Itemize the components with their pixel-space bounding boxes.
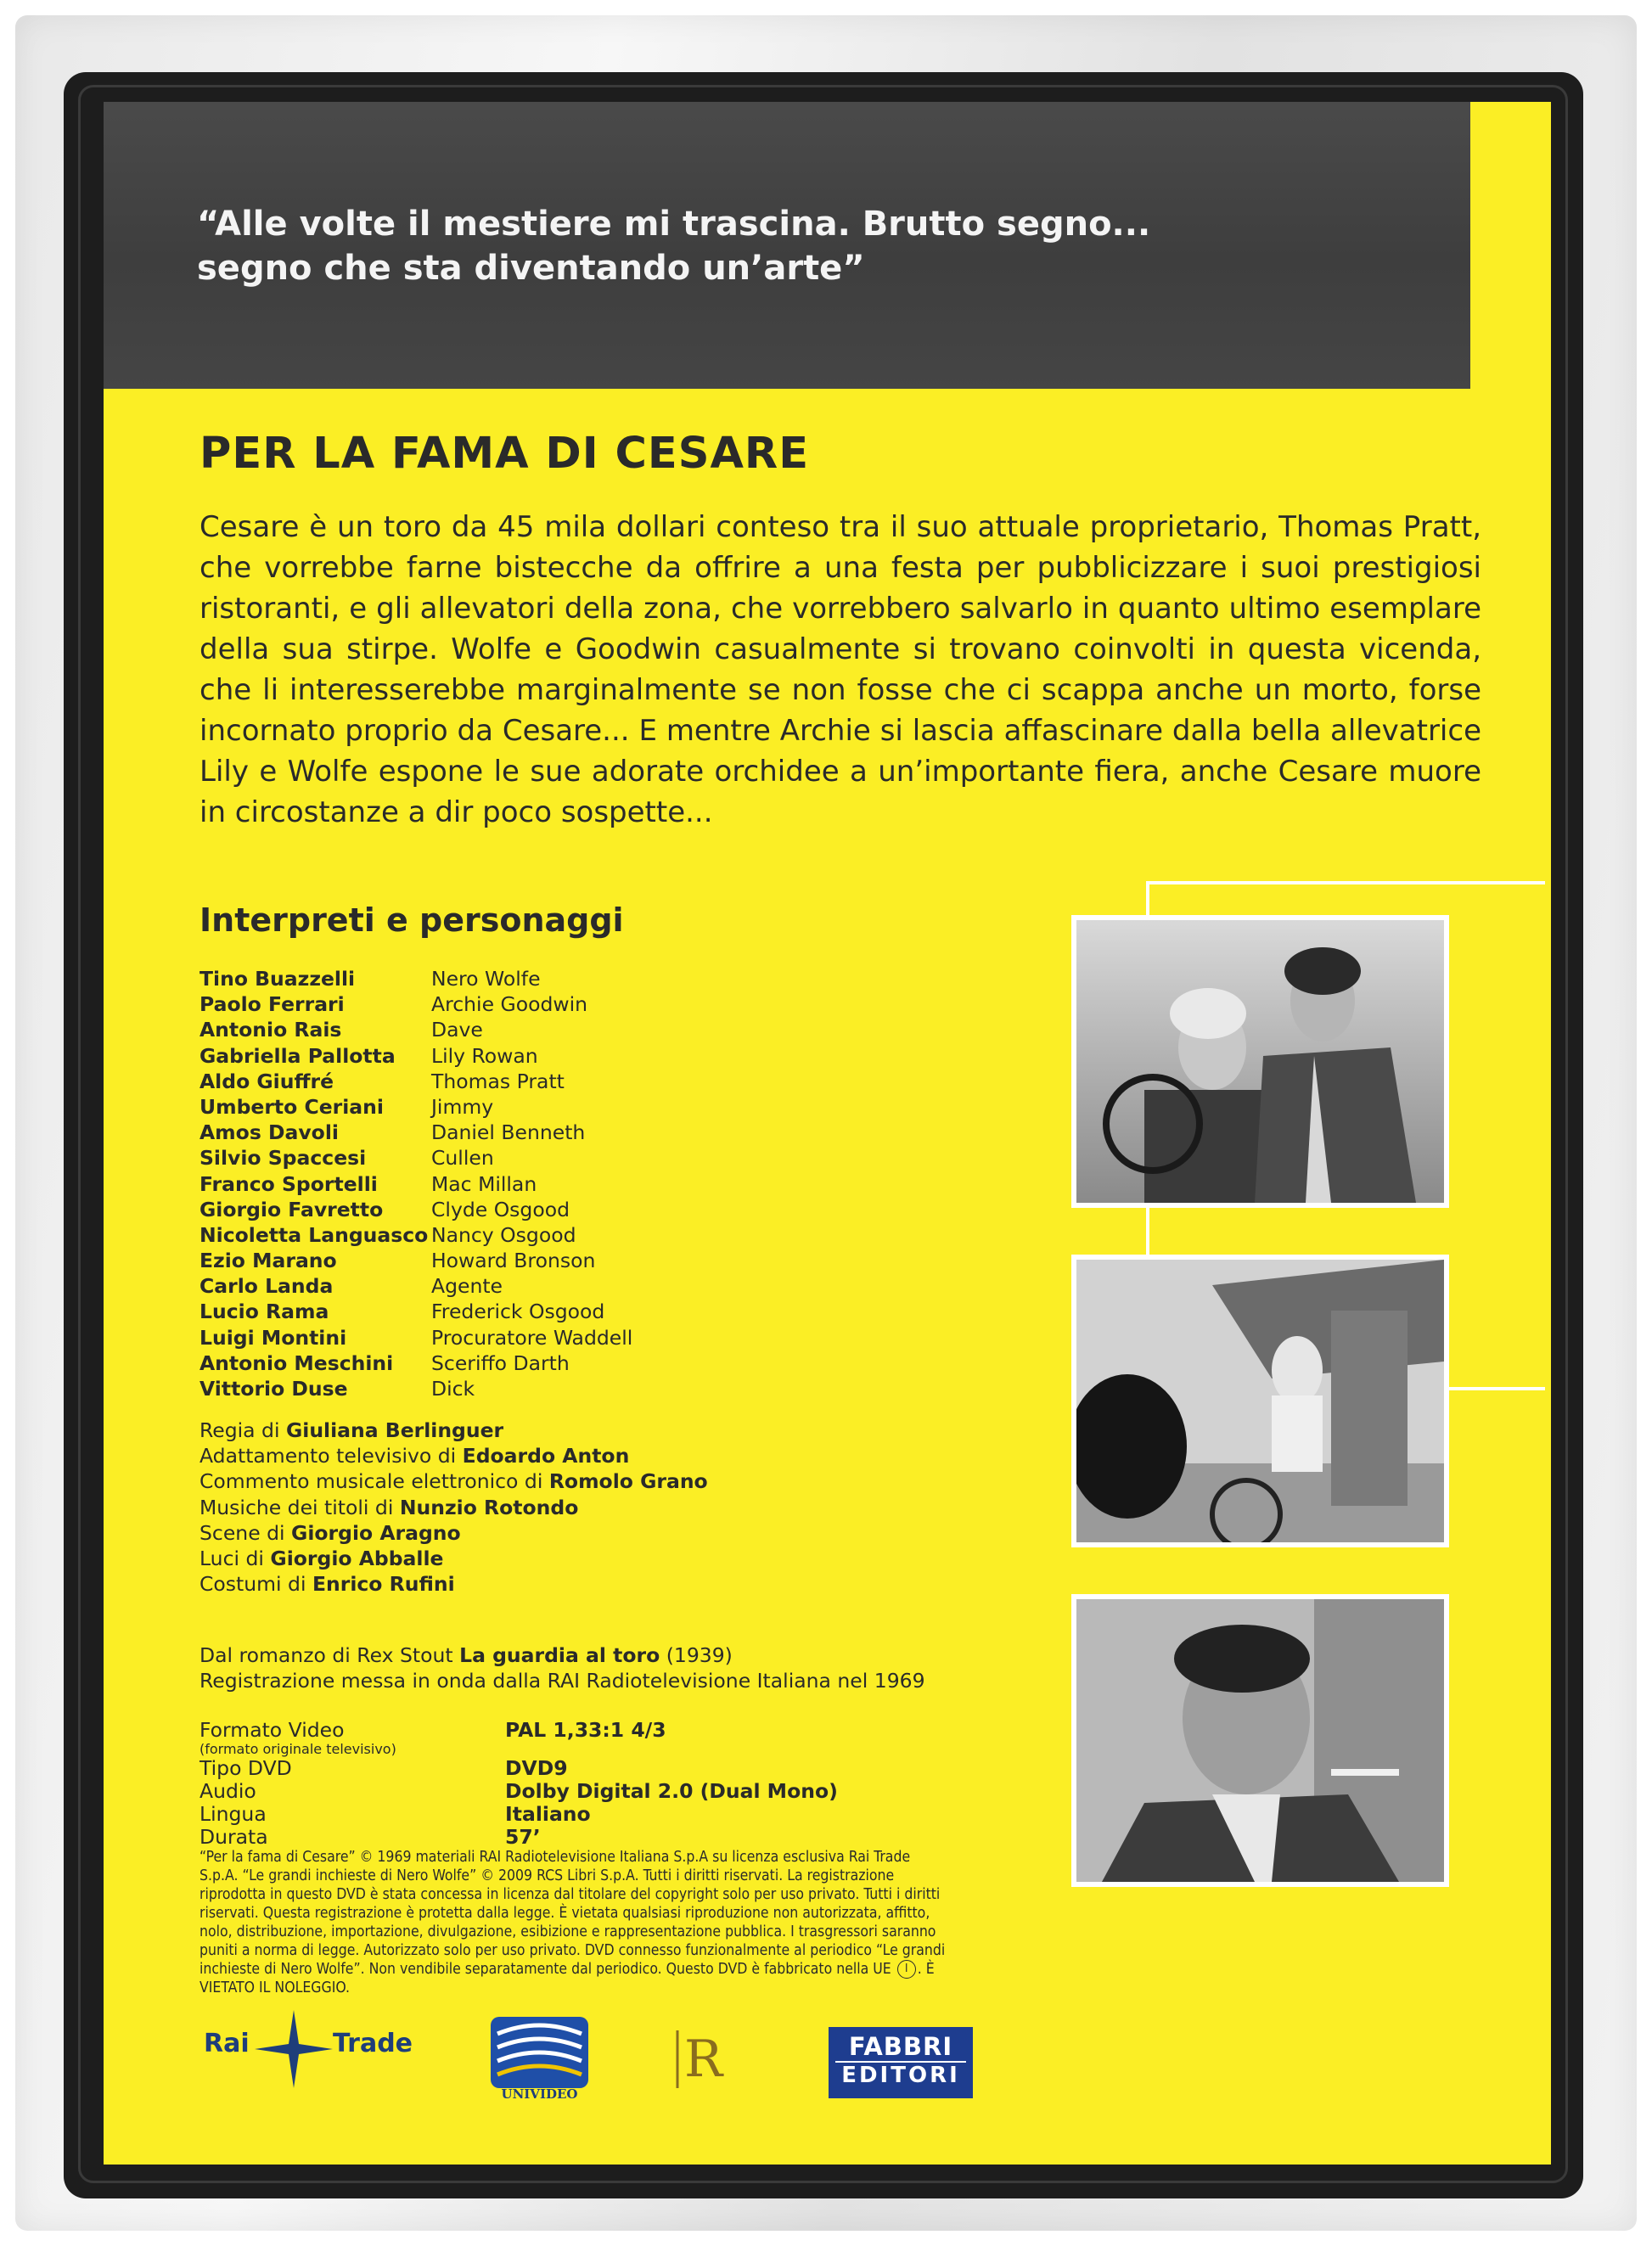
origin-info	[199, 1642, 1048, 1693]
rai-logo-text: Rai	[204, 2029, 250, 2058]
spec-value: DVD9	[505, 1756, 568, 1780]
cast-row	[199, 1248, 947, 1273]
spec-label-box	[199, 1757, 505, 1780]
rai-trade-star-icon	[255, 2010, 333, 2088]
synopsis: Cesare è un toro da 45 mila dollari conteso tra il suo attuale proprietario, Thomas Pratt, che vorrebbe farne bistecche da offrire a una festa per pubblicizzare i suoi prestigiosi ristoranti, e gli allevatori della zona, che vorrebbero salvarlo in quanto ultimo esemplare della sua stirpe. Wolfe e Goodwin casualmente si trovano coinvolti in questa vicenda, che li interesserebbe marginalmente se non fosse che ci scappa anche un morto, forse incornato proprio da Cesare... E mentre Archie si lascia affascinare dalla bella allevatrice Lily e Wolfe espone le sue adorate orchidee a un’importante fiera, anche Cesare muore in circostanze a dir poco sospette...	[199, 510, 1481, 829]
legal-end: . È VIETATO IL NOLEGGIO.	[199, 1961, 935, 1996]
video-logo-icon	[671, 2022, 739, 2093]
cast-actor: Silvio Spaccesi	[199, 1146, 367, 1171]
cast-row	[199, 1325, 947, 1350]
trade-logo-text: Trade	[333, 2029, 413, 2058]
credits-list	[199, 1418, 1048, 1597]
spec-label: Formato Video	[199, 1718, 345, 1742]
credit-label: Commento musicale elettronico di	[199, 1469, 549, 1494]
origin-line-1	[199, 1642, 1048, 1668]
cast-role: Jimmy	[431, 1094, 494, 1119]
credit-row	[199, 1468, 1048, 1494]
credit-label: Adattamento televisivo di	[199, 1444, 463, 1468]
cast-actor: Paolo Ferrari	[199, 992, 345, 1017]
cast-actor: Tino Buazzelli	[199, 967, 356, 991]
cast-actor: Antonio Meschini	[199, 1350, 394, 1375]
cast-role: Procuratore Waddell	[431, 1325, 633, 1350]
cast-role: Frederick Osgood	[431, 1300, 605, 1324]
cast-row	[199, 1171, 947, 1197]
cast-actor: Carlo Landa	[199, 1274, 334, 1299]
cast-row	[199, 1094, 947, 1120]
fabbri-logo-line-1: FABBRI	[848, 2032, 953, 2061]
cast-role: Agente	[431, 1274, 503, 1299]
cast-actor: Giorgio Favretto	[199, 1197, 384, 1221]
cast-row	[199, 1017, 947, 1042]
credit-row	[199, 1418, 1048, 1443]
credit-row	[199, 1520, 1048, 1546]
still-image-3	[1071, 1594, 1449, 1887]
origin-prefix: Dal romanzo di Rex Stout	[199, 1643, 460, 1667]
spec-sublabel: (formato originale televisivo)	[199, 1741, 396, 1757]
cast-row	[199, 1350, 947, 1376]
spec-label: Lingua	[199, 1802, 267, 1826]
spec-row	[199, 1826, 1048, 1849]
cast-row	[199, 1273, 947, 1299]
origin-year: (1939)	[660, 1643, 733, 1667]
credit-name: Giorgio Aragno	[291, 1520, 461, 1545]
credit-row	[199, 1443, 1048, 1468]
cast-row	[199, 1145, 947, 1171]
cast-role: Nancy Osgood	[431, 1222, 576, 1247]
tech-specs	[199, 1719, 1048, 1849]
cast-actor: Luigi Montini	[199, 1325, 347, 1350]
credit-name: Enrico Rufini	[312, 1572, 455, 1597]
cast-heading: Interpreti e personaggi	[199, 901, 624, 939]
cast-row	[199, 991, 947, 1017]
cast-row	[199, 1120, 947, 1145]
cast-role: Thomas Pratt	[431, 1069, 565, 1093]
cast-actor: Amos Davoli	[199, 1120, 339, 1145]
cast-role: Mac Millan	[431, 1171, 537, 1196]
cast-actor: Nicoletta Languasco	[199, 1222, 429, 1247]
spec-value: 57’	[505, 1825, 541, 1849]
svg-text:R: R	[684, 2030, 723, 2089]
cast-row	[199, 966, 947, 991]
fabbri-logo-line-2: EDITORI	[835, 2061, 966, 2088]
cast-row	[199, 1376, 947, 1401]
cast-row	[199, 1069, 947, 1094]
cast-role: Howard Bronson	[431, 1249, 596, 1273]
cast-row	[199, 1299, 947, 1324]
quote-line-1: “Alle volte il mestiere mi trascina. Brutto segno...	[197, 205, 1151, 244]
spec-label-box	[199, 1780, 505, 1803]
still-2-art	[1076, 1260, 1444, 1542]
spec-label: Tipo DVD	[199, 1756, 292, 1780]
film-title: PER LA FAMA DI CESARE	[199, 429, 810, 479]
cast-row	[199, 1222, 947, 1248]
origin-line-2: Registrazione messa in onda dalla RAI Radiotelevisione Italiana nel 1969	[199, 1669, 925, 1693]
univideo-logo-icon	[491, 2017, 588, 2088]
credit-name: Edoardo Anton	[462, 1444, 630, 1468]
cast-actor: Aldo Giuffré	[199, 1069, 334, 1093]
still-image-1	[1071, 915, 1449, 1208]
credit-label: Luci di	[199, 1547, 271, 1571]
cast-role: Nero Wolfe	[431, 967, 541, 991]
cast-role: Lily Rowan	[431, 1043, 538, 1068]
credit-label: Scene di	[199, 1520, 292, 1545]
cast-role: Sceriffo Darth	[431, 1350, 570, 1375]
credit-row	[199, 1571, 1048, 1597]
cast-role: Dick	[431, 1377, 475, 1401]
credit-label: Regia di	[199, 1418, 286, 1442]
still-1-art	[1076, 920, 1444, 1203]
spec-label-box	[199, 1803, 505, 1826]
legal-text	[199, 1848, 947, 1997]
legal-main: “Per la fama di Cesare” © 1969 materiali RAI Radiotelevisione Italiana S.p.A su licenza esclusiva Rai Trade S.p.A. “Le grandi inchieste di Nero Wolfe” © 2009 RCS Libri S.p.A. Tutti i diritti riservati. La registrazione riprodotta in questo DVD è stata concessa in licenza dal titolare del copyright solo per uso privato. Tutti i diritti riservati. Questa registrazione è protetta dalla legge. È vietata qualsiasi riproduzione non autorizzata, affitto, nolo, distribuzione, importazione, divulgazione, esibizione e rappresentazione pubblica. I trasgressori saranno puniti a norma di legge. Autorizzato solo per uso privato. DVD connesso funzionalmente al periodico “Le grandi inchieste di Nero Wolfe”. Non vendibile separatamente dal periodico. Questo DVD è fabbricato nella UE	[199, 1849, 946, 1978]
spec-row	[199, 1780, 1048, 1803]
spec-value: Italiano	[505, 1802, 591, 1826]
quote-line-2: segno che sta diventando un’arte”	[197, 249, 865, 288]
spec-row	[199, 1719, 1048, 1757]
cast-actor: Lucio Rama	[199, 1300, 329, 1324]
cast-role: Dave	[431, 1018, 483, 1042]
spec-label: Audio	[199, 1779, 256, 1803]
spec-value: PAL 1,33:1 4/3	[505, 1718, 666, 1742]
origin-book: La guardia al toro	[459, 1643, 660, 1667]
cast-actor: Gabriella Pallotta	[199, 1043, 396, 1068]
fabbri-editori-logo	[829, 2027, 973, 2098]
spec-label-box	[199, 1719, 505, 1757]
cast-role: Daniel Benneth	[431, 1120, 586, 1145]
cast-row	[199, 1197, 947, 1222]
spec-value: Dolby Digital 2.0 (Dual Mono)	[505, 1779, 838, 1803]
cast-row	[199, 1043, 947, 1069]
cast-role: Clyde Osgood	[431, 1197, 570, 1221]
univideo-logo-label: UNIVIDEO	[501, 2086, 578, 2102]
credit-name: Giuliana Berlinguer	[285, 1418, 504, 1442]
credit-row	[199, 1546, 1048, 1571]
credit-label: Costumi di	[199, 1572, 312, 1597]
spec-label-box	[199, 1826, 505, 1849]
ue-mark: I	[897, 1960, 916, 1979]
cast-actor: Umberto Ceriani	[199, 1094, 384, 1119]
spec-label: Durata	[199, 1825, 268, 1849]
credit-name: Romolo Grano	[548, 1469, 708, 1494]
cast-role: Cullen	[431, 1146, 494, 1171]
credit-row	[199, 1495, 1048, 1520]
credit-name: Nunzio Rotondo	[399, 1495, 579, 1519]
spec-row	[199, 1803, 1048, 1826]
credit-name: Giorgio Abballe	[270, 1547, 444, 1571]
cast-actor: Antonio Rais	[199, 1018, 342, 1042]
cast-actor: Franco Sportelli	[199, 1171, 378, 1196]
cast-actor: Vittorio Duse	[199, 1377, 348, 1401]
still-3-art	[1076, 1599, 1444, 1882]
spec-row	[199, 1757, 1048, 1780]
still-image-2	[1071, 1255, 1449, 1547]
cast-actor: Ezio Marano	[199, 1249, 337, 1273]
cast-list	[199, 966, 947, 1401]
cast-role: Archie Goodwin	[431, 992, 588, 1017]
quote-text	[197, 202, 1301, 290]
credit-label: Musiche dei titoli di	[199, 1495, 400, 1519]
